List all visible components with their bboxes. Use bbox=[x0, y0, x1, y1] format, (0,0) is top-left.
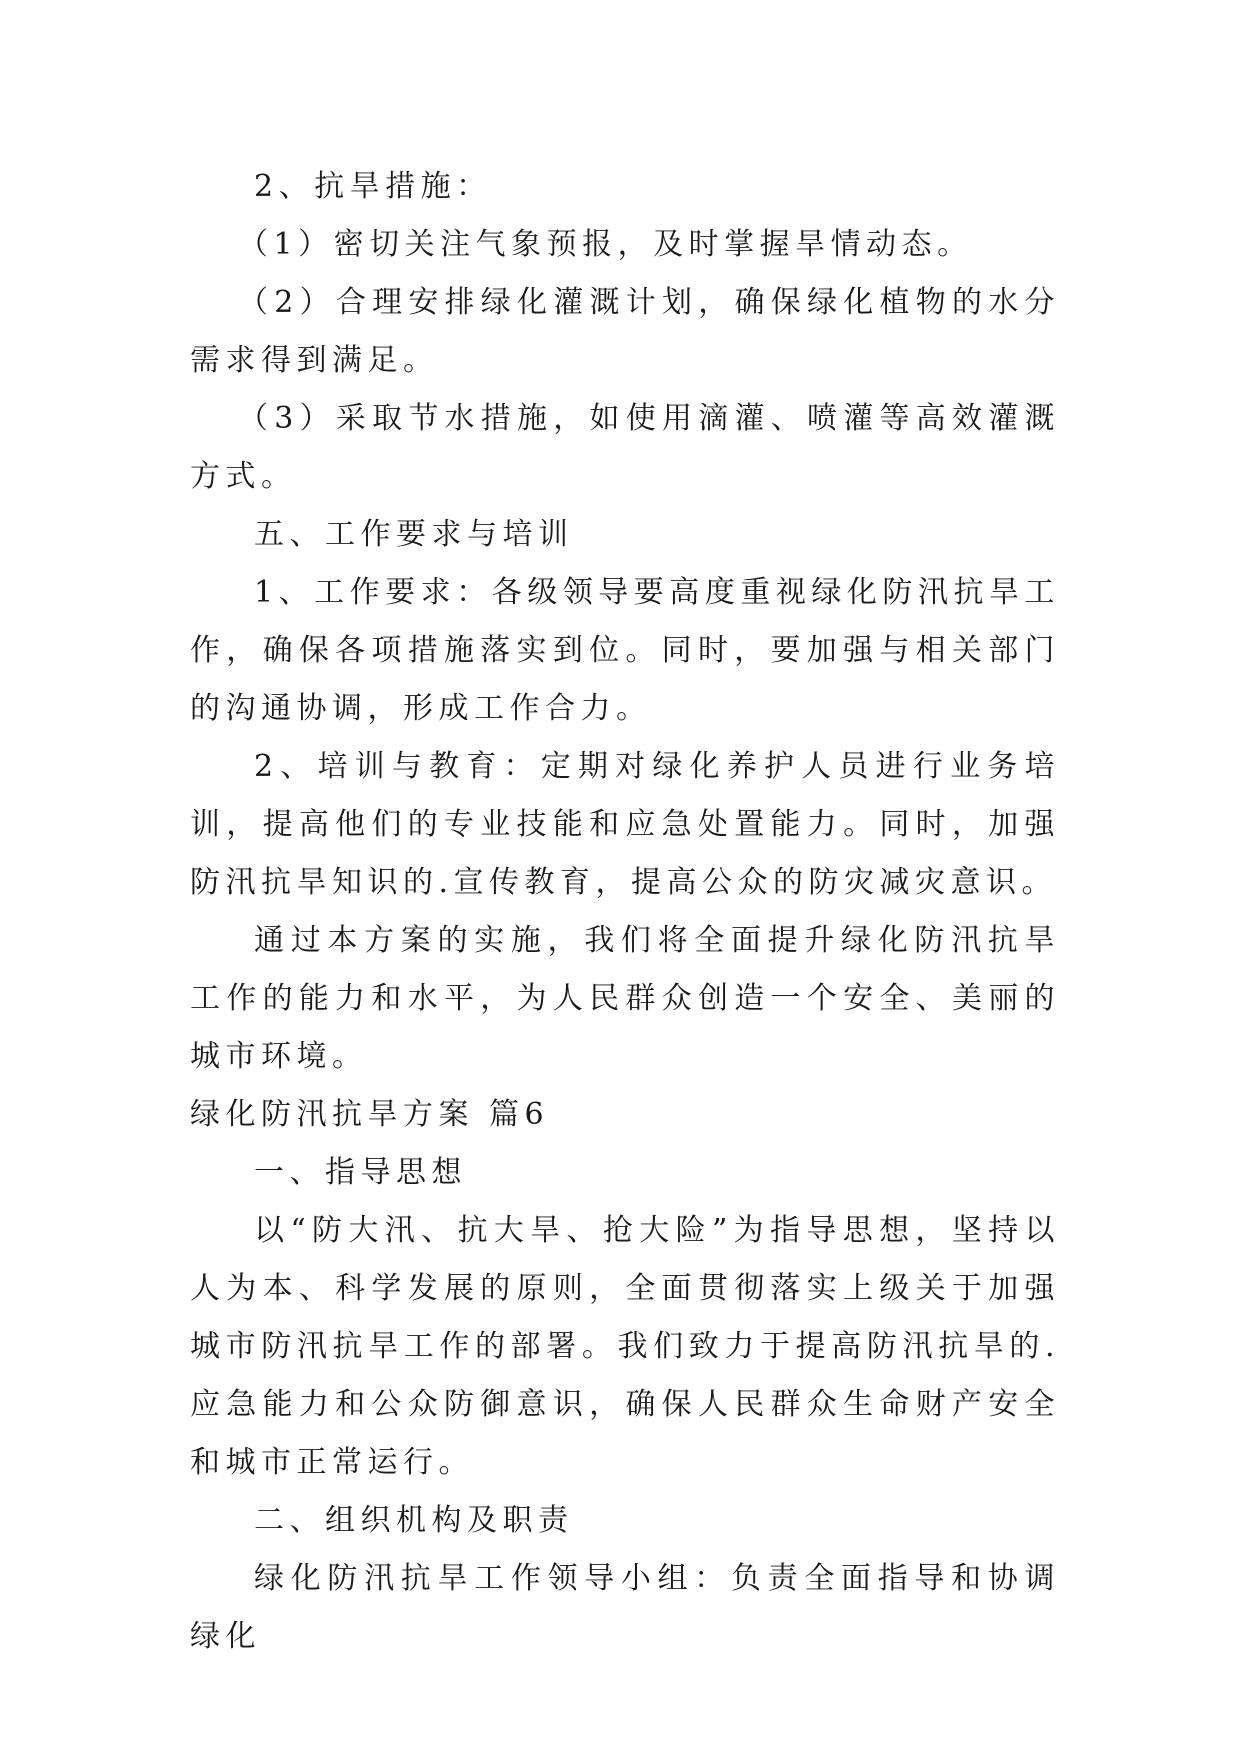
paragraph-measure-1: （1）密切关注气象预报，及时掌握旱情动态。 bbox=[238, 227, 973, 262]
plan-title-part6: 绿化防汛抗旱方案 篇6 bbox=[190, 1097, 550, 1132]
paragraph-leadership-group: 绿化防汛抗旱工作领导小组：负责全面指导和协调绿化 bbox=[190, 1561, 1060, 1654]
section-heading-requirements-training: 五、工作要求与培训 bbox=[254, 517, 574, 552]
section-heading-guiding-ideology: 一、指导思想 bbox=[254, 1155, 467, 1190]
section-heading-organization: 二、组织机构及职责 bbox=[254, 1503, 574, 1538]
paragraph-measure-2: （2）合理安排绿化灌溉计划，确保绿化植物的水分需求得到满足。 bbox=[190, 285, 1060, 378]
document-body bbox=[190, 158, 1060, 1666]
paragraph-training-education: 2、培训与教育：定期对绿化养护人员进行业务培训，提高他们的专业技能和应急处置能力。同时，加强防汛抗旱知识的.宣传教育，提高公众的防灾减灾意识。 bbox=[190, 749, 1060, 900]
paragraph-drought-measures-heading: 2、抗旱措施： bbox=[254, 169, 492, 204]
paragraph-guiding-ideology: 以“防大汛、抗大旱、抢大险”为指导思想，坚持以人为本、科学发展的原则，全面贯彻落实上级关于加强城市防汛抗旱工作的部署。我们致力于提高防汛抗旱的.应急能力和公众防御意识，确保人民群众生命财产安全和城市正常运行。 bbox=[190, 1213, 1060, 1480]
paragraph-measure-3: （3）采取节水措施，如使用滴灌、喷灌等高效灌溉方式。 bbox=[190, 401, 1060, 494]
paragraph-conclusion: 通过本方案的实施，我们将全面提升绿化防汛抗旱工作的能力和水平，为人民群众创造一个安全、美丽的城市环境。 bbox=[190, 923, 1060, 1074]
paragraph-work-requirements: 1、工作要求：各级领导要高度重视绿化防汛抗旱工作，确保各项措施落实到位。同时，要加强与相关部门的沟通协调，形成工作合力。 bbox=[190, 575, 1060, 726]
